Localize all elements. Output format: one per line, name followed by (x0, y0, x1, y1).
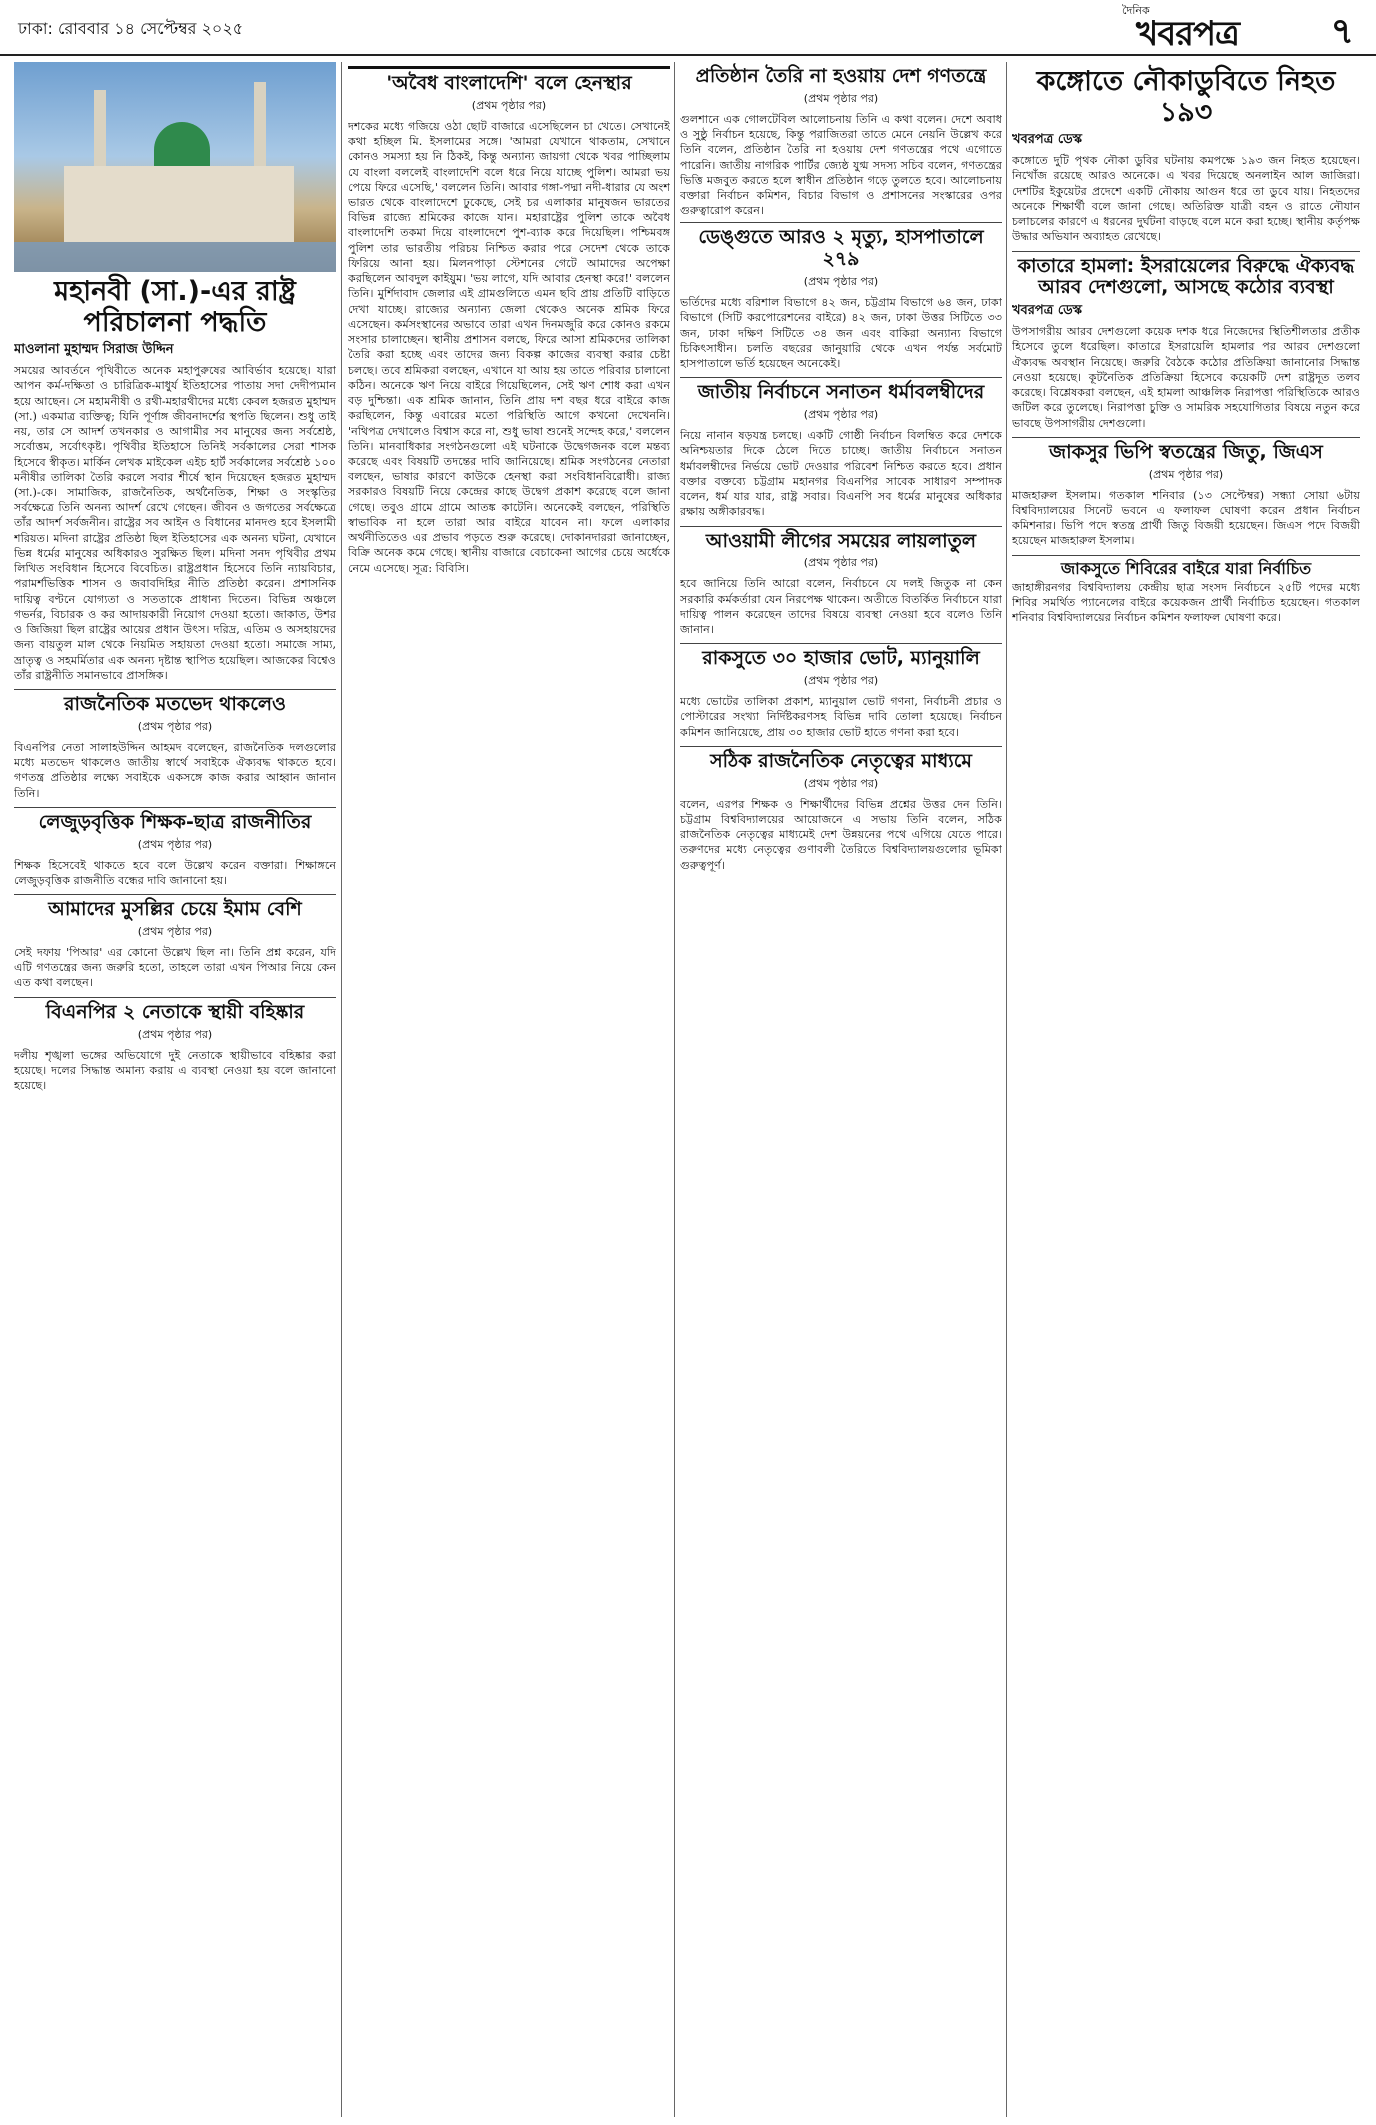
article-body: গুলশানে এক গোলটেবিল আলোচনায় তিনি এ কথা বলেন। দেশে অবাধ ও সুষ্ঠু নির্বাচন হয়েছে, কিন্তু পরাজিতরা তাতে মেনে নেয়নি উল্লেখ করে তিনি বলেন, প্রতিষ্ঠান তৈরি না হওয়ায় দেশ গণতন্ত্রের পথে এগোতে পারেনি। জাতীয় নাগরিক পার্টির জ্যেষ্ঠ যুগ্ম সদস্য সচিব বলেন, গণতন্ত্রের ভিত্তি মজবুত করতে হলে স্বাধীন প্রতিষ্ঠান গড়ে তুলতে হবে। আলোচনায় বক্তারা নির্বাচন কমিশন, বিচার বিভাগ ও প্রশাসনের সংস্কারের ওপর গুরুত্বারোপ করেন। (680, 112, 1002, 218)
continued-label: (প্রথম পৃষ্ঠার পর) (803, 776, 879, 790)
article-headline: লেজুড়বৃত্তিক শিক্ষক-ছাত্র রাজনীতির (38, 810, 312, 833)
column-2 (348, 62, 670, 2119)
article-body: সময়ের আবর্তনে পৃথিবীতে অনেক মহাপুরুষের আবির্ভাব হয়েছে। যারা আপন কর্ম-দক্ষিতা ও চারিত্রিক-মাধুর্য ইতিহাসের পাতায় সদা দেদীপ্যমান হয়ে আছেন। সে মহামনীষী ও রথী-মহারথীদের মধ্যে কেবল হজরত মুহাম্মদ (সা.) একমাত্র ব্যক্তিত্ব; যিনি পূর্ণাঙ্গ জীবনাদর্শের স্থপতি ছিলেন। শুধু তাই নয়, তার সে আদর্শ তখনকার ও আগামীর সব মানুষের জন্য সর্বশ্রেষ্ঠ, সর্বোত্তম, সর্বোৎকৃষ্ট। পৃথিবীর ইতিহাসে তিনিই সর্বকালের সেরা শাসক হিসেবে স্বীকৃত। মার্কিন লেখক মাইকেল এইচ হার্ট সর্বকালের সর্বশ্রেষ্ঠ ১০০ মনীষীর তালিকা তৈরি করলে সবার শীর্ষে স্থান দিয়েছেন হজরত মুহাম্মদ (সা.)-কে। সামাজিক, রাজনৈতিক, অর্থনৈতিক, শিক্ষা ও সংস্কৃতির সর্বক্ষেত্রে তিনি অনন্য আদর্শ রেখে গেছেন। জীবন ও জগতের সর্বক্ষেত্রে তাঁর আদর্শ সর্বজনীন। রাষ্ট্রের সব আইন ও বিধানের মানদণ্ড হবে ইসলামী শরিয়ত। মদিনা রাষ্ট্রের প্রতিষ্ঠা ছিল ইতিহাসের এক অনন্য ঘটনা, যেখানে ভিন্ন ধর্মের মানুষের অধিকারও সুরক্ষিত ছিল। মদিনা সনদ পৃথিবীর প্রথম লিখিত সংবিধান হিসেবে বিবেচিত। রাষ্ট্রপ্রধান হিসেবে তিনি ন্যায়বিচার, পরামর্শভিত্তিক শাসন ও জবাবদিহির নীতি প্রতিষ্ঠা করেন। প্রশাসনিক দায়িত্ব বণ্টনে যোগ্যতা ও সততাকে প্রাধান্য দিতেন। বিভিন্ন অঞ্চলে গভর্নর, বিচারক ও কর আদায়কারী নিয়োগ দেওয়া হতো। জাকাত, উশর ও জিজিয়া ছিল রাষ্ট্রের আয়ের প্রধান উৎস। দরিদ্র, এতিম ও অসহায়দের জন্য বায়তুল মাল থেকে নিয়মিত সহায়তা দেওয়া হতো। সমাজে সাম্য, ভ্রাতৃত্ব ও সহমর্মিতার এক অনন্য দৃষ্টান্ত স্থাপিত হয়েছিল। আজকের বিশ্বেও তাঁর রাষ্ট্রনীতি সমানভাবে প্রাসঙ্গিক। (14, 364, 336, 682)
article-headline: কঙ্গোতে নৌকাডুবিতে নিহত ১৯৩ (1036, 66, 1336, 129)
article-headline: আমাদের মুসল্লির চেয়ে ইমাম বেশি (48, 898, 302, 921)
article-body: জাহাঙ্গীরনগর বিশ্ববিদ্যালয় কেন্দ্রীয় ছাত্র সংসদ নির্বাচনে ২৫টি পদের মধ্যে শিবির সমর্থিত প্যানেলের বাইরে কয়েকজন প্রার্থী নির্বাচিত হয়েছেন। গতকাল শনিবার বিশ্ববিদ্যালয়ের নির্বাচন কমিশন ফলাফল ঘোষণা করে। (1012, 581, 1360, 625)
article-headline: জাকসুর ভিপি স্বতন্ত্রের জিতু, জিএস (1049, 440, 1323, 463)
column-divider (1006, 62, 1007, 2117)
continued-label: (প্রথম পৃষ্ঠার পর) (803, 556, 879, 570)
article-headline: বিএনপির ২ নেতাকে স্থায়ী বহিষ্কার (45, 1000, 305, 1023)
continued-label: (প্রথম পৃষ্ঠার পর) (803, 275, 879, 289)
article-headline: রাজনৈতিক মতভেদ থাকলেও (64, 693, 286, 716)
article-headline: জাকসুতে শিবিরের বাইরে যারা নির্বাচিত (1060, 558, 1312, 578)
article-headline: ডেঙ্গুতে আরও ২ মৃত্যু, হাসপাতালে ২৭৯ (698, 226, 984, 271)
article-headline: জাতীয় নির্বাচনে সনাতন ধর্মাবলম্বীদের (697, 381, 985, 404)
continued-label: (প্রথম পৃষ্ঠার পর) (137, 1027, 213, 1041)
desk-label: খবরপত্র ডেস্ক (1012, 132, 1083, 148)
continued-label: (প্রথম পৃষ্ঠার পর) (137, 924, 213, 938)
page-number: ৭ (1330, 11, 1354, 52)
article-body: বলেন, এরপর শিক্ষক ও শিক্ষার্থীদের বিভিন্ন প্রশ্নের উত্তর দেন তিনি। চট্টগ্রাম বিশ্ববিদ্যালয়ের আয়োজনে এ সভায় তিনি বলেন, সঠিক রাজনৈতিক নেতৃত্বের মাধ্যমেই দেশ উন্নয়নের পথে এগিয়ে যেতে পারে। তরুণদের মধ্যে নেতৃত্বের গুণাবলী তৈরিতে বিশ্ববিদ্যালয়গুলোর ভূমিকা গুরুত্বপূর্ণ। (680, 797, 1002, 872)
continued-label: (প্রথম পৃষ্ঠার পর) (803, 408, 879, 422)
green-dome (154, 122, 210, 166)
continued-label: (প্রথম পৃষ্ঠার পর) (137, 719, 213, 733)
page-header (0, 0, 1376, 56)
article-body: বিএনপির নেতা সালাহউদ্দিন আহমদ বলেছেন, রাজনৈতিক দলগুলোর মধ্যে মতভেদ থাকলেও জাতীয় স্বার্থে সবাইকে ঐক্যবদ্ধ থাকতে হবে। গণতন্ত্র প্রতিষ্ঠার লক্ষ্যে সবাইকে একসঙ্গে কাজ করার আহ্বান জানান তিনি। (14, 740, 336, 800)
mosque-photo (14, 62, 336, 272)
article-headline: কাতারে হামলা: ইসরায়েলের বিরুদ্ধে ঐক্যবদ্ধ আরব দেশগুলো, আসছে কঠোর ব্যবস্থা (1017, 254, 1355, 299)
article-headline: 'অবৈধ বাংলাদেশি' বলে হেনস্থার (386, 72, 632, 94)
article-headline: মহানবী (সা.)-এর রাষ্ট্র পরিচালনা পদ্ধতি (54, 276, 296, 339)
column-3 (680, 62, 1002, 2119)
column-1 (14, 62, 336, 2119)
continued-label: (প্রথম পৃষ্ঠার পর) (803, 91, 879, 105)
article-body: সেই দফায় 'পিআর' এর কোনো উল্লেখ ছিল না। তিনি প্রশ্ন করেন, যদি এটি গণতন্ত্রের জন্য জরুরি হতো, তাহলে তারা এখন পিআর নিয়ে কেন এত কথা বলছেন। (14, 945, 336, 990)
article-body: ভর্তিদের মধ্যে বরিশাল বিভাগে ৪২ জন, চট্টগ্রাম বিভাগে ৬৪ জন, ঢাকা বিভাগে (সিটি করপোরেশনের বাইরে) ৪২ জন, ঢাকা উত্তর সিটিতে ৩৩ জন, ঢাকা দক্ষিণ সিটিতে ৩৪ জন এবং বাকিরা অন্যান্য বিভাগে চিকিৎসাধীন। চলতি বছরের জানুয়ারি থেকে এখন পর্যন্ত সর্বমোট হাসপাতালে ভর্তি হয়েছেন অনেকেই। (680, 296, 1002, 371)
article-body: দলীয় শৃঙ্খলা ভঙ্গের অভিযোগে দুই নেতাকে স্থায়ীভাবে বহিষ্কার করা হয়েছে। দলের সিদ্ধান্ত অমান্য করায় এ ব্যবস্থা নেওয়া হয় বলে জানানো হয়েছে। (14, 1048, 336, 1092)
article-body: মধ্যে ভোটের তালিকা প্রকাশ, ম্যানুয়াল ভোট গণনা, নির্বাচনী প্রচার ও পোস্টারের সংখ্যা নির্দিষ্টকরণসহ বিভিন্ন দাবি তোলা হয়েছে। নির্বাচন কমিশন জানিয়েছে, প্রায় ৩০ হাজার ভোট হাতে গণনা করা হবে। (680, 695, 1002, 739)
continued-label: (প্রথম পৃষ্ঠার পর) (1148, 467, 1224, 481)
article-body: উপসাগরীয় আরব দেশগুলো কয়েক দশক ধরে নিজেদের স্থিতিশীলতার প্রতীক হিসেবে তুলে ধরেছিল। কাতারে ইসরায়েলি হামলার পর আরব দেশগুলো ঐক্যবদ্ধ অবস্থান নিয়েছে। জরুরি বৈঠকে কঠোর প্রতিক্রিয়া জানানোর সিদ্ধান্ত নেওয়া হয়েছে। কূটনৈতিক প্রতিক্রিয়া হিসেবে কয়েকটি দেশ রাষ্ট্রদূত তলব করেছে। বিশ্লেষকরা বলছেন, এই হামলা আঞ্চলিক নিরাপত্তা পরিস্থিতিকে আরও জটিল করে তুলেছে। নিরাপত্তা চুক্তি ও সামরিক সহযোগিতার বিষয়ে নতুন করে ভাবছে উপসাগরীয় দেশগুলো। (1012, 325, 1360, 430)
article-body: নিয়ে নানান ষড়যন্ত্র চলছে। একটি গোষ্ঠী নির্বাচন বিলম্বিত করে দেশকে অনিশ্চয়তার দিকে ঠেলে দিতে চাচ্ছে। জাতীয় নির্বাচনে সনাতন ধর্মাবলম্বীদের নির্ভয়ে ভোট দেওয়ার পরিবেশ নিশ্চিত করতে হবে। প্রধান বক্তার বক্তব্যে চট্টগ্রাম মহানগর বিএনপির সাবেক সাধারণ সম্পাদক বলেন, ধর্ম যার যার, রাষ্ট্র সবার। বিএনপি সব ধর্মের মানুষের অধিকার রক্ষায় অঙ্গীকারবদ্ধ। (680, 429, 1002, 519)
article-body: দশকের মধ্যে গজিয়ে ওঠা ছোট বাজারে এসেছিলেন চা খেতে। সেখানেই কথা হচ্ছিল মি. ইসলামের সঙ্গে। 'আমরা যেখানে থাকতাম, সেখানে কোনও সমস্যা হয় নি ঠিকই, কিন্তু অন্যান্য জায়গা থেকে খবর পাচ্ছিলাম যে বাংলা বললেই বাংলাদেশি বলে ধরে নিয়ে যাচ্ছে পুলিশ। আমরা ভয় পেয়ে ফিরে এসেছি,' বললেন তিনি। আবার গঙ্গা-পদ্মা নদী-ধারার যে অংশ ভারত থেকে বাংলাদেশে ঢুকেছে, সেই চর এলাকার মানুষজন ভারতের বিভিন্ন রাজ্যে শ্রমিকের কাজে যান। মহারাষ্ট্রের পুলিশ তাকে অবৈধ বাংলাদেশি তকমা দিয়ে বাংলাদেশে পুশ-ব্যাক করে দিয়েছিল। পশ্চিমবঙ্গ পুলিশ তার ভারতীয় পরিচয় নিশ্চিত করার পরে সেদেশ থেকে তাকে ফিরিয়ে আনা হয়। মিলনপাড়া স্টেশনের গেটে আমাদের অপেক্ষা করছিলেন আবদুল কাইয়ুম। 'ভয় লাগে, যদি আবার হেনস্থা করে!' বললেন তিনি। মুর্শিদাবাদ জেলার এই গ্রামগুলিতে এমন ছবি প্রায় প্রতিটি বাড়িতে দেখা যাচ্ছে। রাজ্যের অন্যান্য জেলা থেকেও অনেক শ্রমিক ফিরে এসেছেন। কর্মসংস্থানের অভাবে তারা এখন দিনমজুরি করে কোনও রকমে সংসার চালাচ্ছেন। স্থানীয় প্রশাসন বলছে, ফিরে আসা শ্রমিকদের তালিকা তৈরি করা হচ্ছে এবং তাদের জন্য বিকল্প কাজের ব্যবস্থা করার চেষ্টা চলছে। তবে শ্রমিকরা বলছেন, এখানে যা আয় হয় তাতে পরিবার চালানো কঠিন। অনেকে ঋণ নিয়ে বাইরে গিয়েছিলেন, সেই ঋণ শোধ করা এখন বড় দুশ্চিন্তা। এক শ্রমিক জানান, তিনি প্রায় দশ বছর ধরে বাইরে কাজ করছিলেন, কিন্তু এবারের মতো পরিস্থিতি আগে কখনো দেখেননি। 'নথিপত্র দেখালেও বিশ্বাস করে না, শুধু ভাষা শুনেই সন্দেহ করে,' বললেন তিনি। মানবাধিকার সংগঠনগুলো এই ঘটনাকে উদ্বেগজনক বলে মন্তব্য করেছে এবং বিষয়টি তদন্তের দাবি জানিয়েছে। শ্রমিক সংগঠনের নেতারা বলছেন, ভাষার কারণে কাউকে হেনস্থা করা সংবিধানবিরোধী। রাজ্য সরকারও বিষয়টি নিয়ে কেন্দ্রের কাছে উদ্বেগ প্রকাশ করেছে বলে জানা গেছে। তবুও গ্রামে গ্রামে আতঙ্ক কাটেনি। অনেকেই বলছেন, পরিস্থিতি স্বাভাবিক না হলে তারা আর বাইরে যাবেন না। ফলে এলাকার অর্থনীতিতেও এর প্রভাব পড়তে শুরু করেছে। দোকানদাররা জানাচ্ছেন, বিক্রি অনেক কমে গেছে। স্থানীয় বাজারে বেচাকেনা আগের চেয়ে অর্ধেকে নেমে এসেছে। সূত্র: বিবিসি। (348, 119, 670, 575)
continued-label: (প্রথম পৃষ্ঠার পর) (471, 98, 547, 112)
article-byline: মাওলানা মুহাম্মদ সিরাজ উদ্দিন (14, 342, 174, 358)
column-divider (341, 62, 342, 2117)
article-headline: প্রতিষ্ঠান তৈরি না হওয়ায় দেশ গণতন্ত্রে (695, 65, 987, 87)
article-body: মাজহারুল ইসলাম। গতকাল শনিবার (১৩ সেপ্টেম্বর) সন্ধ্যা সোয়া ৬টায় বিশ্ববিদ্যালয়ের সিনেট ভবনে এ ফলাফল ঘোষণা করেন প্রধান নির্বাচন কমিশনার। ভিপি পদে স্বতন্ত্র প্রার্থী জিতু বিজয়ী হয়েছেন। জিএস পদে বিজয়ী হয়েছেন মাজহারুল ইসলাম। (1012, 488, 1360, 548)
logo-daily-label: দৈনিক (1122, 4, 1150, 17)
continued-label: (প্রথম পৃষ্ঠার পর) (137, 837, 213, 851)
article-body: হবে জানিয়ে তিনি আরো বলেন, নির্বাচনে যে দলই জিতুক না কেন সরকারি কর্মকর্তারা যেন নিরপেক্ষ থাকেন। অতীতে বিতর্কিত নির্বাচনে যারা দায়িত্ব পালন করেছেন তাদের বিষয়ে ব্যবস্থা নেওয়া হবে বলেও তিনি জানান। (680, 577, 1002, 637)
newspaper-logo (1122, 2, 1272, 54)
logo-title: খবরপত্র (1136, 14, 1240, 54)
article-body: শিক্ষক হিসেবেই থাকতে হবে বলে উল্লেখ করেন বক্তারা। শিক্ষাঙ্গনে লেজুড়বৃত্তিক রাজনীতি বন্ধের দাবি জানানো হয়। (14, 858, 336, 887)
column-divider (674, 62, 675, 2117)
column-4 (1012, 62, 1360, 2119)
article-headline: রাকসুতে ৩০ হাজার ভোট, ম্যানুয়ালি (702, 647, 980, 670)
continued-label: (প্রথম পৃষ্ঠার পর) (803, 674, 879, 688)
article-body: কঙ্গোতে দুটি পৃথক নৌকা ডুবির ঘটনায় কমপক্ষে ১৯৩ জন নিহত হয়েছেন। নিখোঁজ রয়েছে আরও অনেকে। এ খবর দিয়েছে অনলাইন আল জাজিরা। দেশটির ইকুয়েটর প্রদেশে একটি নৌকায় আগুন ধরে তা ডুবে যায়। নিহতদের অনেকে শিক্ষার্থী বলে জানা গেছে। অতিরিক্ত যাত্রী বহন ও রাতে নৌযান চলাচলের কারণে এ ধরনের দুর্ঘটনা বাড়ছে বলে মনে করা হচ্ছে। স্থানীয় কর্তৃপক্ষ উদ্ধার অভিযান অব্যাহত রেখেছে। (1012, 154, 1360, 244)
desk-label: খবরপত্র ডেস্ক (1012, 303, 1083, 319)
article-headline: আওয়ামী লীগের সময়ের লায়লাতুল (705, 529, 977, 552)
article-headline: সঠিক রাজনৈতিক নেতৃত্বের মাধ্যমে (710, 749, 972, 772)
dateline: ঢাকা: রোববার ১৪ সেপ্টেম্বর ২০২৫ (18, 19, 244, 38)
